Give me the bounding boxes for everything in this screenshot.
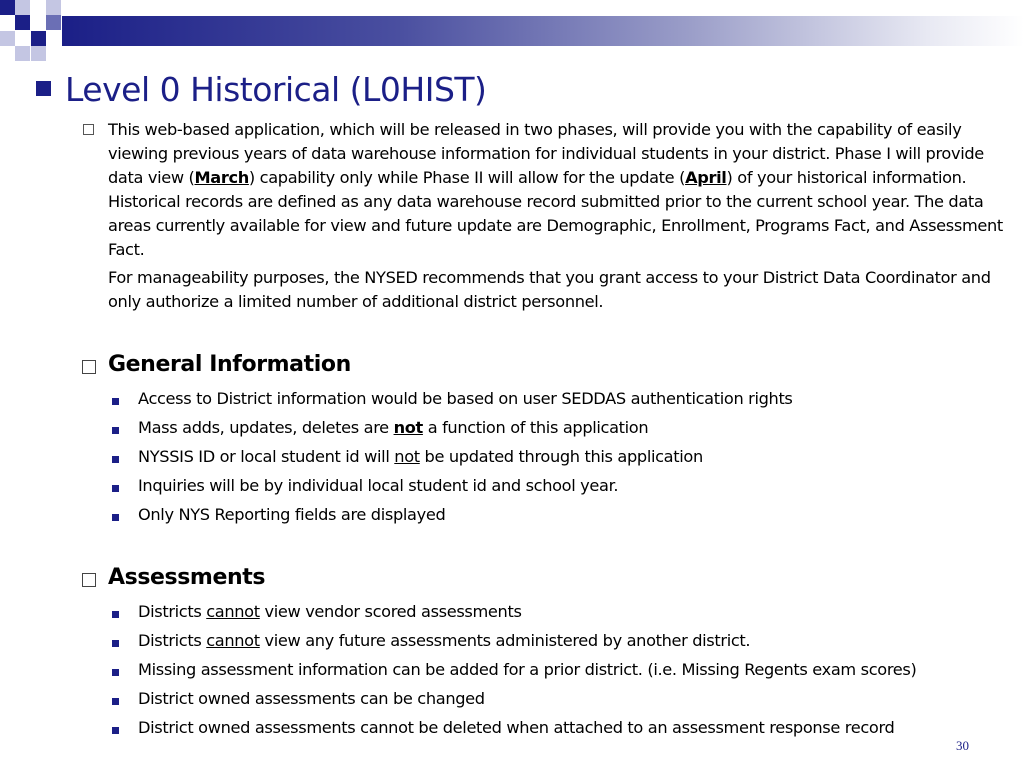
cannot-emphasis: cannot (206, 602, 260, 621)
item-text: a function of this application (422, 418, 649, 437)
intro-text: ) capability only while Phase II will allow for the update ( (248, 168, 686, 187)
intro-paragraph (108, 118, 1013, 262)
list-item: Missing assessment information can be added for a prior district. (i.e. Missing Regents exam scores) (138, 660, 917, 679)
hollow-square-bullet-icon (82, 573, 96, 587)
list-item (138, 447, 703, 466)
item-text: Districts (138, 631, 207, 650)
list-item: Only NYS Reporting fields are displayed (138, 505, 446, 524)
decor-square (15, 15, 30, 30)
square-bullet-icon (112, 485, 119, 492)
decor-square (15, 46, 30, 61)
hollow-square-bullet-icon (83, 124, 94, 135)
not-emphasis: not (394, 447, 420, 466)
assessments-heading: Assessments (108, 565, 266, 590)
list-item: District owned assessments cannot be deleted when attached to an assessment response record (138, 718, 895, 737)
square-bullet-icon (112, 514, 119, 521)
square-bullet-icon (112, 669, 119, 676)
square-bullet-icon (112, 456, 119, 463)
not-emphasis: not (393, 418, 423, 437)
decor-square (46, 0, 61, 15)
decor-square (0, 31, 15, 46)
item-text: Districts (138, 602, 207, 621)
square-bullet-icon (112, 427, 119, 434)
title-bullet-icon (36, 81, 51, 96)
list-item (138, 418, 648, 437)
list-item: Access to District information would be based on user SEDDAS authentication rights (138, 389, 793, 408)
item-text: view any future assessments administered by another district. (259, 631, 751, 650)
square-bullet-icon (112, 698, 119, 705)
list-item: District owned assessments can be changed (138, 689, 485, 708)
decor-square (46, 15, 61, 30)
general-information-heading: General Information (108, 352, 351, 377)
slide-title (36, 70, 486, 109)
april-emphasis: April (685, 168, 727, 187)
slide-title-text: Level 0 Historical (L0HIST) (65, 70, 487, 109)
square-bullet-icon (112, 398, 119, 405)
decor-square (15, 0, 30, 15)
square-bullet-icon (112, 640, 119, 647)
decor-square (0, 0, 15, 15)
item-text: Mass adds, updates, deletes are (138, 418, 394, 437)
header-gradient-bar (62, 16, 1024, 46)
intro-text: This web-based application, which will be released in two phases, will provide you with the capability of easily viewing previous years of data warehouse information for individual students in your district. Phase I will provide data view ( (108, 120, 984, 187)
hollow-square-bullet-icon (82, 360, 96, 374)
manageability-paragraph: For manageability purposes, the NYSED recommends that you grant access to your District Data Coordinator and only authorize a limited number of additional district personnel. (108, 268, 991, 311)
march-emphasis: March (194, 168, 249, 187)
item-text: be updated through this application (419, 447, 703, 466)
decor-square (31, 46, 46, 61)
cannot-emphasis: cannot (206, 631, 260, 650)
item-text: view vendor scored assessments (259, 602, 522, 621)
list-item (138, 602, 522, 621)
header-decoration (0, 0, 1024, 62)
list-item: Inquiries will be by individual local student id and school year. (138, 476, 619, 495)
square-bullet-icon (112, 611, 119, 618)
page-number: 30 (956, 738, 969, 753)
decor-square (31, 31, 46, 46)
square-bullet-icon (112, 727, 119, 734)
intro-text: ) of your historical information. Historical records are defined as any data warehouse record submitted prior to the current school year. The data areas currently available for view and future update are Demographic, Enrollment, Programs Fact, and Assessment Fact. (108, 168, 1003, 259)
list-item (138, 631, 750, 650)
item-text: NYSSIS ID or local student id will (138, 447, 395, 466)
